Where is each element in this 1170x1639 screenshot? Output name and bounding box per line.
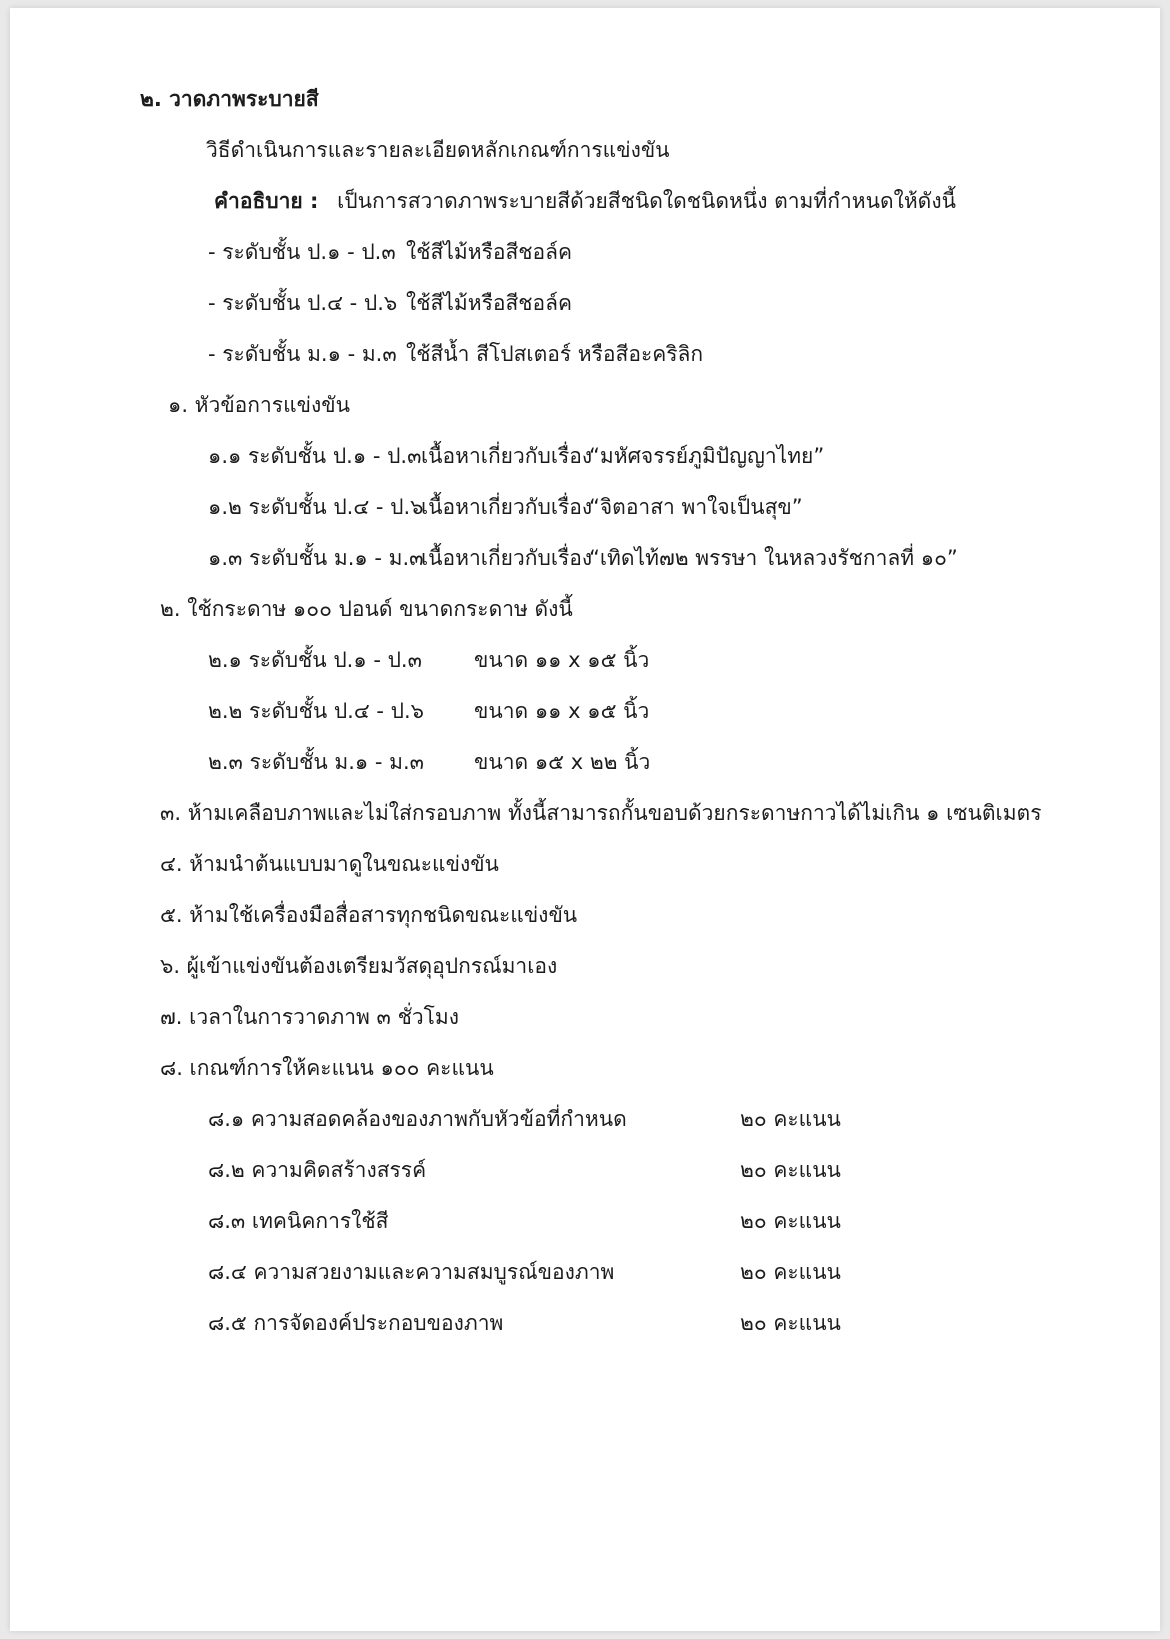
topic-label: เนื้อหาเกี่ยวกับเรื่อง bbox=[421, 546, 593, 570]
scoring-title: ๘. เกณฑ์การให้คะแนน ๑๐๐ คะแนน bbox=[160, 1056, 494, 1080]
paper-level: ๒.๑ ระดับชั้น ป.๑ - ป.๓ bbox=[208, 648, 422, 672]
scoring-row bbox=[208, 1104, 841, 1134]
description-row bbox=[214, 186, 956, 216]
paper-size: ขนาด ๑๑ x ๑๕ นิ้ว bbox=[474, 648, 650, 672]
topic-level: ๑.๓ ระดับชั้น ม.๑ - ม.๓ bbox=[208, 546, 424, 570]
topic-title: “เทิดไท้๗๒ พรรษา ในหลวงรัชกาลที่ ๑๐” bbox=[589, 546, 958, 570]
paper-row bbox=[208, 747, 651, 777]
topic-title: “จิตอาสา พาใจเป็นสุข” bbox=[589, 495, 803, 519]
topic-label: เนื้อหาเกี่ยวกับเรื่อง bbox=[421, 444, 593, 468]
document-page bbox=[10, 8, 1160, 1631]
level-row bbox=[208, 339, 704, 369]
level-row bbox=[208, 288, 573, 318]
section-subheading: วิธีดำเนินการและรายละเอียดหลักเกณฑ์การแข่งขัน bbox=[206, 138, 670, 162]
topic-row bbox=[208, 543, 958, 573]
paper-level: ๒.๒ ระดับชั้น ป.๔ - ป.๖ bbox=[208, 699, 425, 723]
level-label: - ระดับชั้น ม.๑ - ม.๓ bbox=[208, 342, 397, 366]
rule-item: ๗. เวลาในการวาดภาพ ๓ ชั่วโมง bbox=[160, 1005, 459, 1029]
level-row bbox=[208, 237, 573, 267]
paper-row bbox=[208, 645, 650, 675]
rule-item: ๓. ห้ามเคลือบภาพและไม่ใส่กรอบภาพ ทั้งนี้สามารถกั้นขอบด้วยกระดาษกาวได้ไม่เกิน ๑ เซนติเมตร bbox=[160, 801, 1042, 825]
level-medium: ใช้สีไม้หรือสีชอล์ค bbox=[406, 291, 573, 315]
rule-item: ๕. ห้ามใช้เครื่องมือสื่อสารทุกชนิดขณะแข่งขัน bbox=[160, 903, 578, 927]
scoring-row bbox=[208, 1308, 841, 1338]
rule-item: ๔. ห้ามนำต้นแบบมาดูในขณะแข่งขัน bbox=[160, 852, 499, 876]
paper-row bbox=[208, 696, 650, 726]
level-medium: ใช้สีไม้หรือสีชอล์ค bbox=[406, 240, 573, 264]
scoring-points: ๒๐ คะแนน bbox=[740, 1209, 841, 1233]
scoring-criterion: ๘.๑ ความสอดคล้องของภาพกับหัวข้อที่กำหนด bbox=[208, 1107, 627, 1131]
paper-size: ขนาด ๑๑ x ๑๕ นิ้ว bbox=[474, 699, 650, 723]
description-text: เป็นการสวาดภาพระบายสีด้วยสีชนิดใดชนิดหนึ่ง ตามที่กำหนดให้ดังนี้ bbox=[337, 189, 956, 213]
topic-row bbox=[208, 492, 803, 522]
scoring-points: ๒๐ คะแนน bbox=[740, 1107, 841, 1131]
topic-level: ๑.๑ ระดับชั้น ป.๑ - ป.๓ bbox=[208, 444, 422, 468]
section-heading: ๒. วาดภาพระบายสี bbox=[140, 87, 319, 111]
scoring-row bbox=[208, 1206, 841, 1236]
paper-level: ๒.๓ ระดับชั้น ม.๑ - ม.๓ bbox=[208, 750, 425, 774]
scoring-row bbox=[208, 1155, 841, 1185]
scoring-points: ๒๐ คะแนน bbox=[740, 1158, 841, 1182]
level-medium: ใช้สีน้ำ สีโปสเตอร์ หรือสีอะคริลิก bbox=[406, 342, 704, 366]
scoring-row bbox=[208, 1257, 841, 1287]
scoring-criterion: ๘.๔ ความสวยงามและความสมบูรณ์ของภาพ bbox=[208, 1260, 615, 1284]
rule-item: ๖. ผู้เข้าแข่งขันต้องเตรียมวัสดุอุปกรณ์มาเอง bbox=[160, 954, 558, 978]
topics-title: ๑. หัวข้อการแข่งขัน bbox=[168, 393, 350, 417]
topic-level: ๑.๒ ระดับชั้น ป.๔ - ป.๖ bbox=[208, 495, 424, 519]
topic-label: เนื้อหาเกี่ยวกับเรื่อง bbox=[421, 495, 593, 519]
scoring-points: ๒๐ คะแนน bbox=[740, 1260, 841, 1284]
topic-row bbox=[208, 441, 825, 471]
topic-title: “มหัศจรรย์ภูมิปัญญาไทย” bbox=[589, 444, 825, 468]
scoring-criterion: ๘.๓ เทคนิคการใช้สี bbox=[208, 1209, 389, 1233]
scoring-criterion: ๘.๒ ความคิดสร้างสรรค์ bbox=[208, 1158, 427, 1182]
level-label: - ระดับชั้น ป.๔ - ป.๖ bbox=[208, 291, 398, 315]
level-label: - ระดับชั้น ป.๑ - ป.๓ bbox=[208, 240, 396, 264]
scoring-criterion: ๘.๕ การจัดองค์ประกอบของภาพ bbox=[208, 1311, 504, 1335]
paper-title: ๒. ใช้กระดาษ ๑๐๐ ปอนด์ ขนาดกระดาษ ดังนี้ bbox=[160, 597, 573, 621]
description-label: คำอธิบาย : bbox=[214, 189, 319, 213]
scoring-points: ๒๐ คะแนน bbox=[740, 1311, 841, 1335]
paper-size: ขนาด ๑๕ x ๒๒ นิ้ว bbox=[474, 750, 651, 774]
